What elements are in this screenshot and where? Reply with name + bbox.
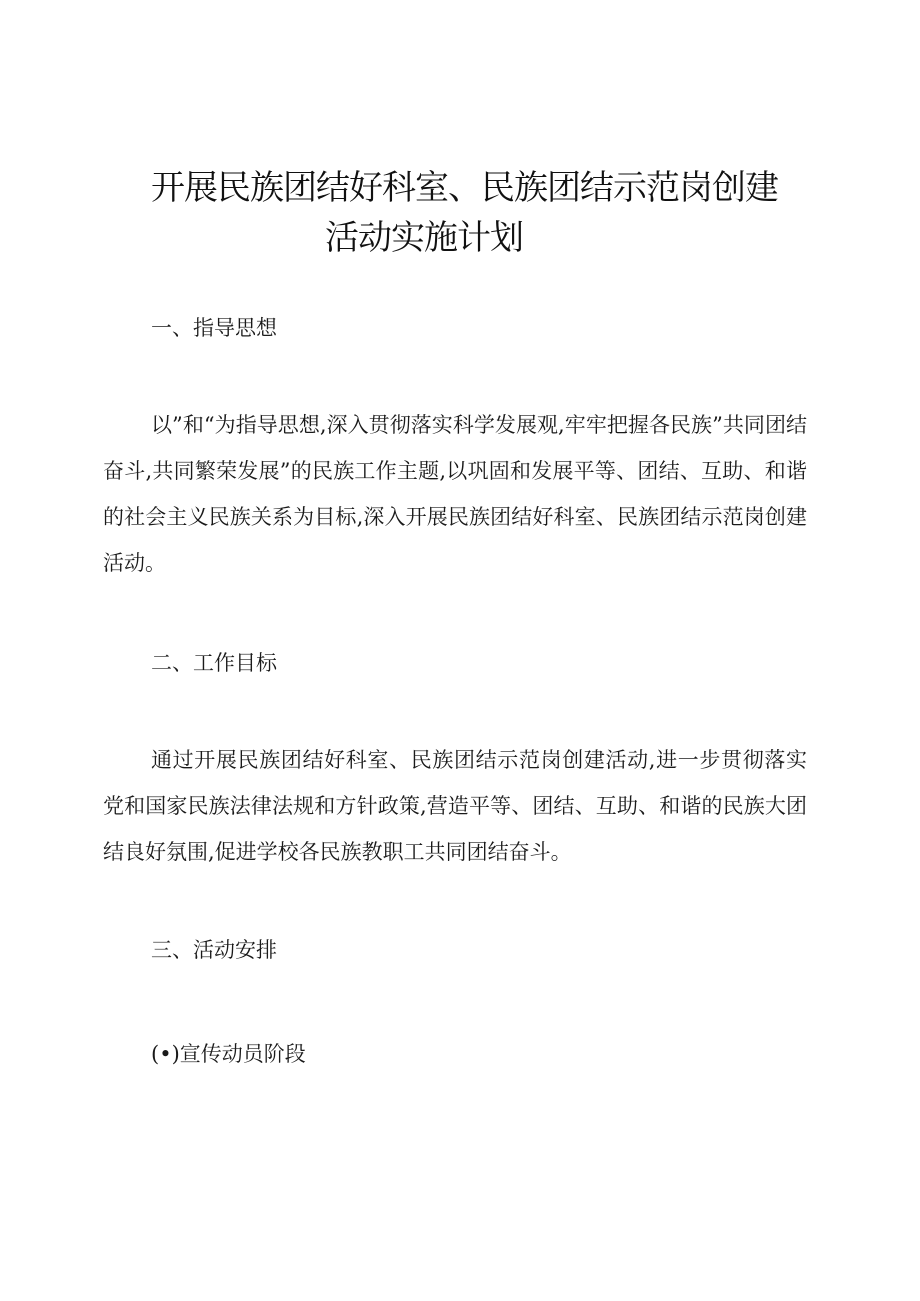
section-heading-guiding-ideology: 一、指导思想 [151, 316, 277, 340]
document-title-line-1: 开展民族团结好科室、民族团结示范岗创建 [151, 168, 778, 208]
section-heading-activity-arrangement: 三、活动安排 [151, 938, 277, 962]
section-paragraph-guiding-ideology: 以”和“为指导思想,深入贯彻落实科学发展观,牢牢把握各民族”共同团结奋斗,共同繁荣发展”的民族工作主题,以巩固和发展平等、团结、互助、和谐的社会主义民族关系为目标,深入开展民族团结好科室、民族团结示范岗创建活动。 [103, 413, 807, 575]
section-paragraph-work-goals: 通过开展民族团结好科室、民族团结示范岗创建活动,进一步贯彻落实党和国家民族法律法规和方针政策,营造平等、团结、互助、和谐的民族大团结良好氛围,促进学校各民族教职工共同团结奋斗。 [103, 748, 807, 864]
document-title-line-2: 活动实施计划 [325, 218, 523, 258]
section-heading-work-goals: 二、工作目标 [151, 651, 277, 675]
subsection-heading-publicity-stage: (•)宣传动员阶段 [151, 1042, 306, 1066]
